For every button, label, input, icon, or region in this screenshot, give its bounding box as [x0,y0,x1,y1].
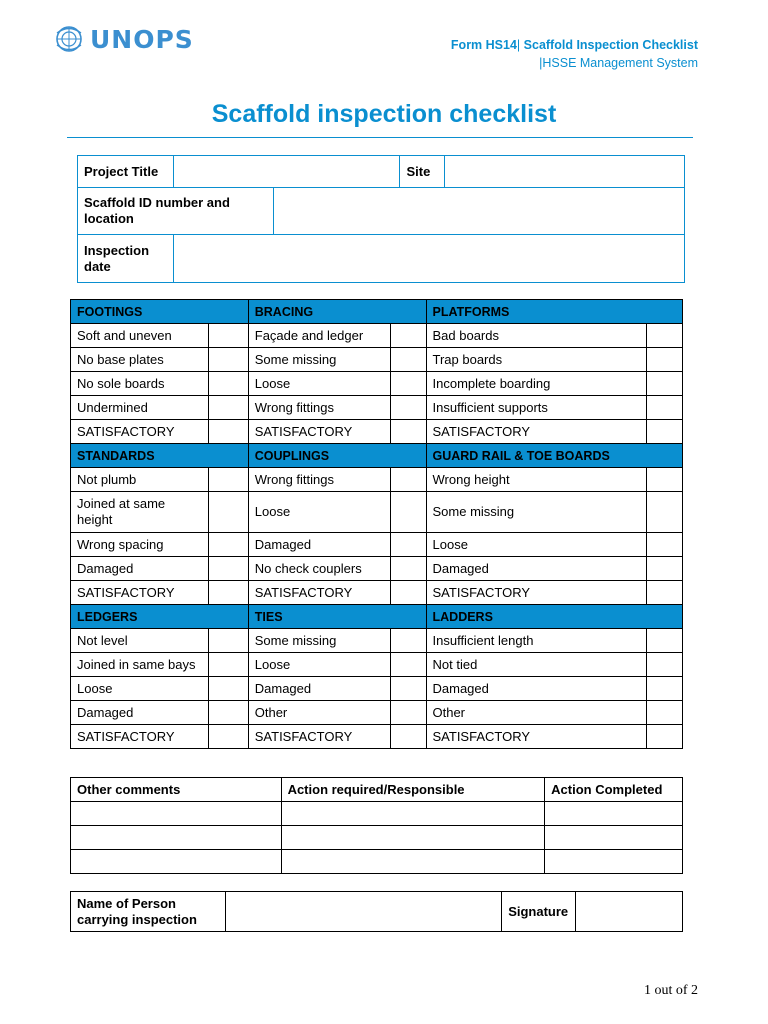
checklist-row [71,629,683,653]
unops-logo [54,24,194,54]
system-name: HSSE Management System [542,56,698,70]
checklist-check-cell[interactable] [647,348,683,372]
checklist-item-label: Some missing [248,629,390,653]
checklist-check-cell[interactable] [208,420,248,444]
checklist-check-cell[interactable] [208,725,248,749]
checklist-check-cell[interactable] [390,677,426,701]
checklist-item-label: SATISFACTORY [426,581,647,605]
checklist-item-label: Damaged [426,557,647,581]
checklist-item-label: Damaged [71,701,209,725]
checklist-item-label: Façade and ledger [248,324,390,348]
checklist-check-cell[interactable] [208,324,248,348]
checklist-item-label: Not tied [426,653,647,677]
checklist-row [71,372,683,396]
checklist-item-label: Loose [248,653,390,677]
scaffold-id-field[interactable] [273,188,684,235]
form-title-line [451,36,698,54]
checklist-item-label: Insufficient supports [426,396,647,420]
checklist-item-label: Joined at same height [71,492,209,533]
checklist-item-label: Not plumb [71,468,209,492]
checklist-check-cell[interactable] [390,372,426,396]
checklist-row [71,677,683,701]
checklist-item-label: Damaged [248,533,390,557]
checklist-item-label: SATISFACTORY [248,420,390,444]
checklist-check-cell[interactable] [390,701,426,725]
form-header [451,36,698,72]
checklist-item-label: SATISFACTORY [71,581,209,605]
comments-cell[interactable] [71,802,282,826]
checklist-check-cell[interactable] [390,653,426,677]
checklist-check-cell[interactable] [390,348,426,372]
checklist-row [71,396,683,420]
checklist-check-cell[interactable] [647,701,683,725]
checklist-check-cell[interactable] [390,468,426,492]
inspection-date-label: Inspection date [78,235,174,283]
checklist-check-cell[interactable] [390,420,426,444]
checklist-check-cell[interactable] [647,324,683,348]
checklist-row [71,533,683,557]
checklist-check-cell[interactable] [647,557,683,581]
comments-row [71,802,683,826]
checklist-check-cell[interactable] [647,372,683,396]
checklist-item-label: Loose [71,677,209,701]
checklist-check-cell[interactable] [390,581,426,605]
checklist-item-label: SATISFACTORY [71,725,209,749]
section-header: FOOTINGS [71,300,249,324]
checklist-item-label: Joined in same bays [71,653,209,677]
checklist-check-cell[interactable] [390,725,426,749]
checklist-check-cell[interactable] [208,701,248,725]
checklist-row [71,557,683,581]
checklist-check-cell[interactable] [647,653,683,677]
un-emblem-icon [54,24,84,54]
comments-header-row [71,778,683,802]
checklist-item-label: Bad boards [426,324,647,348]
section-header: LADDERS [426,605,683,629]
section-header: STANDARDS [71,444,249,468]
checklist-check-cell[interactable] [390,629,426,653]
checklist-item-label: Not level [71,629,209,653]
section-header: TIES [248,605,426,629]
checklist-check-cell[interactable] [390,492,426,533]
section-header: COUPLINGS [248,444,426,468]
checklist-item-label: Wrong spacing [71,533,209,557]
inspection-date-field[interactable] [173,235,684,283]
checklist-check-cell[interactable] [390,324,426,348]
checklist-item-label: SATISFACTORY [71,420,209,444]
checklist-item-label: Undermined [71,396,209,420]
checklist-row [71,725,683,749]
comments-cell[interactable] [71,850,282,874]
checklist-check-cell[interactable] [208,629,248,653]
checklist-check-cell[interactable] [208,533,248,557]
comments-cell[interactable] [545,802,683,826]
checklist-item-label: Other [248,701,390,725]
checklist-row [71,324,683,348]
project-title-label: Project Title [78,156,174,188]
checklist-item-label: Trap boards [426,348,647,372]
comments-cell[interactable] [545,826,683,850]
checklist-item-label: Loose [248,372,390,396]
checklist-check-cell[interactable] [647,468,683,492]
checklist-item-label: SATISFACTORY [426,725,647,749]
comments-cell[interactable] [71,826,282,850]
comments-cell[interactable] [281,802,545,826]
section-header: BRACING [248,300,426,324]
checklist-check-cell[interactable] [208,653,248,677]
checklist-item-label: Wrong height [426,468,647,492]
checklist-row [71,348,683,372]
checklist-item-label: Some missing [248,348,390,372]
checklist-check-cell[interactable] [647,629,683,653]
checklist-check-cell[interactable] [208,581,248,605]
separator: | [539,56,543,70]
checklist-item-label: SATISFACTORY [426,420,647,444]
comments-table [70,777,683,874]
checklist-check-cell[interactable] [647,533,683,557]
comments-column-header: Action required/Responsible [281,778,545,802]
system-line [451,54,698,72]
section-header-row [71,444,683,468]
checklist-check-cell[interactable] [647,396,683,420]
checklist-check-cell[interactable] [390,557,426,581]
checklist-check-cell[interactable] [390,533,426,557]
comments-row [71,826,683,850]
checklist-check-cell[interactable] [647,581,683,605]
checklist-check-cell[interactable] [208,372,248,396]
inspector-name-label: Name of Person carrying inspection [71,892,226,932]
checklist-item-label: Damaged [71,557,209,581]
checklist-item-label: Loose [426,533,647,557]
title-divider [67,137,693,138]
inspection-checklist-table [70,299,683,749]
form-title: Scaffold Inspection Checklist [523,38,698,52]
project-title-field[interactable] [173,156,400,188]
checklist-row [71,701,683,725]
checklist-item-label: Some missing [426,492,647,533]
checklist-item-label: Loose [248,492,390,533]
checklist-check-cell[interactable] [208,396,248,420]
checklist-item-label: Damaged [426,677,647,701]
checklist-check-cell[interactable] [208,348,248,372]
signature-field[interactable] [576,892,683,932]
logo-text: UNOPS [90,24,194,54]
checklist-check-cell[interactable] [208,492,248,533]
checklist-item-label: No base plates [71,348,209,372]
comments-cell[interactable] [545,850,683,874]
checklist-item-label: SATISFACTORY [248,725,390,749]
checklist-item-label: No check couplers [248,557,390,581]
comments-cell[interactable] [281,826,545,850]
signature-label: Signature [502,892,576,932]
checklist-item-label: Other [426,701,647,725]
checklist-check-cell[interactable] [647,725,683,749]
section-header: PLATFORMS [426,300,683,324]
section-header: LEDGERS [71,605,249,629]
checklist-check-cell[interactable] [208,677,248,701]
checklist-check-cell[interactable] [208,557,248,581]
checklist-check-cell[interactable] [647,492,683,533]
checklist-item-label: Wrong fittings [248,396,390,420]
checklist-item-label: Soft and uneven [71,324,209,348]
project-info-table [77,155,685,283]
site-label: Site [400,156,445,188]
separator: | [516,38,524,52]
comments-column-header: Action Completed [545,778,683,802]
comments-row [71,850,683,874]
checklist-row [71,492,683,533]
checklist-item-label: SATISFACTORY [248,581,390,605]
checklist-row [71,653,683,677]
checklist-check-cell[interactable] [647,677,683,701]
page-number: 1 out of 2 [643,983,698,998]
checklist-check-cell[interactable] [208,468,248,492]
comments-column-header: Other comments [71,778,282,802]
checklist-row [71,581,683,605]
checklist-row [71,420,683,444]
section-header-row [71,605,683,629]
comments-cell[interactable] [281,850,545,874]
checklist-item-label: Damaged [248,677,390,701]
page-title: Scaffold inspection checklist [211,100,557,128]
checklist-item-label: Wrong fittings [248,468,390,492]
checklist-check-cell[interactable] [647,420,683,444]
checklist-row [71,468,683,492]
inspector-name-field[interactable] [225,892,501,932]
checklist-check-cell[interactable] [390,396,426,420]
section-header: GUARD RAIL & TOE BOARDS [426,444,683,468]
checklist-item-label: Incomplete boarding [426,372,647,396]
checklist-item-label: No sole boards [71,372,209,396]
site-field[interactable] [445,156,685,188]
checklist-item-label: Insufficient length [426,629,647,653]
section-header-row [71,300,683,324]
scaffold-id-label: Scaffold ID number and location [78,188,274,235]
form-code: Form HS14 [450,38,517,52]
signoff-table [70,891,683,932]
